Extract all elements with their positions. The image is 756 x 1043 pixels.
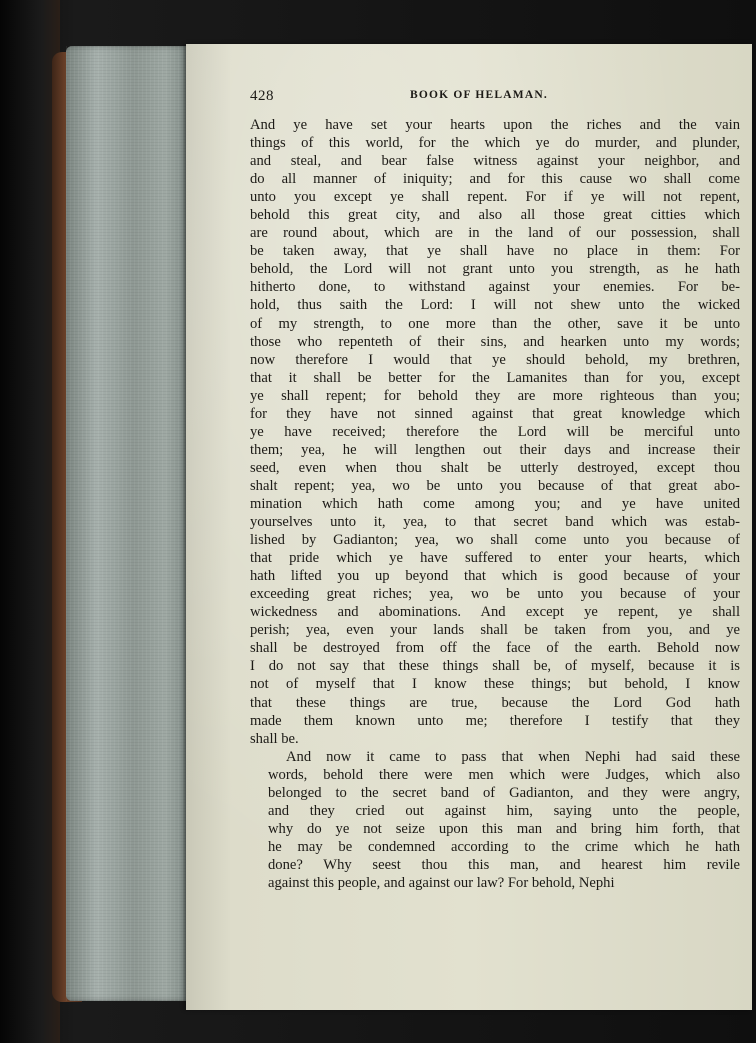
page-content: [250, 88, 740, 892]
text-line: And ye have set your hearts upon the riches and the vain: [250, 117, 740, 133]
text-line: now therefore I would that ye should behold, my brethren,: [250, 351, 740, 368]
book-page: [186, 44, 752, 1010]
text-line: wickedness and abominations. And except ye repent, ye shall: [250, 604, 740, 621]
text-line: those who repenteth of their sins, and hearken unto my words;: [250, 333, 740, 350]
text-line: done? Why seest thou this man, and hearest him revile: [268, 856, 740, 873]
text-line: hath lifted you up beyond that which is good because of your: [250, 568, 740, 585]
body-text: [250, 116, 740, 892]
page-edges-block: [66, 46, 190, 1001]
text-line: them; yea, he will lengthen out their days and increase their: [250, 441, 740, 458]
paragraph: [250, 748, 740, 892]
text-line: shall be destroyed from off the face of the earth. Behold now: [250, 640, 740, 657]
text-line: lished by Gadianton; yea, wo shall come unto you because of: [250, 532, 740, 549]
text-line: yourselves unto it, yea, to that secret band which was estab-: [250, 514, 740, 531]
text-line: not of myself that I know these things; but behold, I know: [250, 676, 740, 693]
text-line: against this people, and against our law? For behold, Nephi: [268, 874, 615, 891]
text-line: hitherto done, to withstand against your enemies. For be-: [250, 279, 740, 296]
text-line: ye shall repent; for behold they are more righteous than you;: [250, 387, 740, 404]
text-line: ye have received; therefore the Lord will be merciful unto: [250, 423, 740, 440]
text-line: I do not say that these things shall be, of myself, because it is: [250, 658, 740, 675]
book-title: BOOK OF HELAMAN.: [410, 89, 548, 101]
text-line: that it shall be better for the Lamanites than for you, except: [250, 369, 740, 386]
text-line: and they cried out against him, saying unto the people,: [268, 802, 740, 819]
text-line: perish; yea, even your lands shall be taken from you, and ye: [250, 622, 740, 639]
text-line: made them known unto me; therefore I testify that they: [250, 712, 740, 729]
text-line: behold, the Lord will not grant unto you strength, as he hath: [250, 261, 740, 278]
text-line: why do ye not seize upon this man and bring him forth, that: [268, 820, 740, 837]
text-line: belonged to the secret band of Gadianton, and they were angry,: [268, 784, 740, 801]
text-line: exceeding great riches; yea, wo be unto you because of your: [250, 586, 740, 603]
text-line: for they have not sinned against that great knowledge which: [250, 405, 740, 422]
background-binding: [0, 0, 60, 1043]
paragraph: [250, 116, 740, 748]
text-line: do all manner of iniquity; and for this cause wo shall come: [250, 171, 740, 188]
page-number: 428: [250, 88, 274, 104]
text-line: be taken away, that ye shall have no place in them: For: [250, 243, 740, 260]
text-line: things of this world, for the which ye do murder, and plunder,: [250, 135, 740, 152]
text-line: he may be condemned according to the crime which he hath: [268, 838, 740, 855]
running-head: [250, 88, 740, 110]
text-line: behold this great city, and also all those great citties which: [250, 207, 740, 224]
text-line: unto you except ye shall repent. For if ye will not repent,: [250, 189, 740, 206]
text-line: seed, even when thou shalt be utterly destroyed, except thou: [250, 459, 740, 476]
text-line: words, behold there were men which were Judges, which also: [268, 766, 740, 783]
text-line: that these things are true, because the Lord God hath: [250, 694, 740, 711]
text-line: And now it came to pass that when Nephi had said these: [286, 748, 740, 765]
text-line: mination which hath come among you; and ye have united: [250, 495, 740, 512]
text-line: hold, thus saith the Lord: I will not shew unto the wicked: [250, 297, 740, 314]
text-line: are round about, which are in the land of our possession, shall: [250, 225, 740, 242]
text-line: and steal, and bear false witness against your neighbor, and: [250, 153, 740, 170]
text-line: shall be.: [250, 730, 299, 747]
text-line: of my strength, to one more than the other, save it be unto: [250, 315, 740, 332]
text-line: that pride which ye have suffered to enter your hearts, which: [250, 550, 740, 567]
text-line: shalt repent; yea, wo be unto you because of that great abo-: [250, 477, 740, 494]
